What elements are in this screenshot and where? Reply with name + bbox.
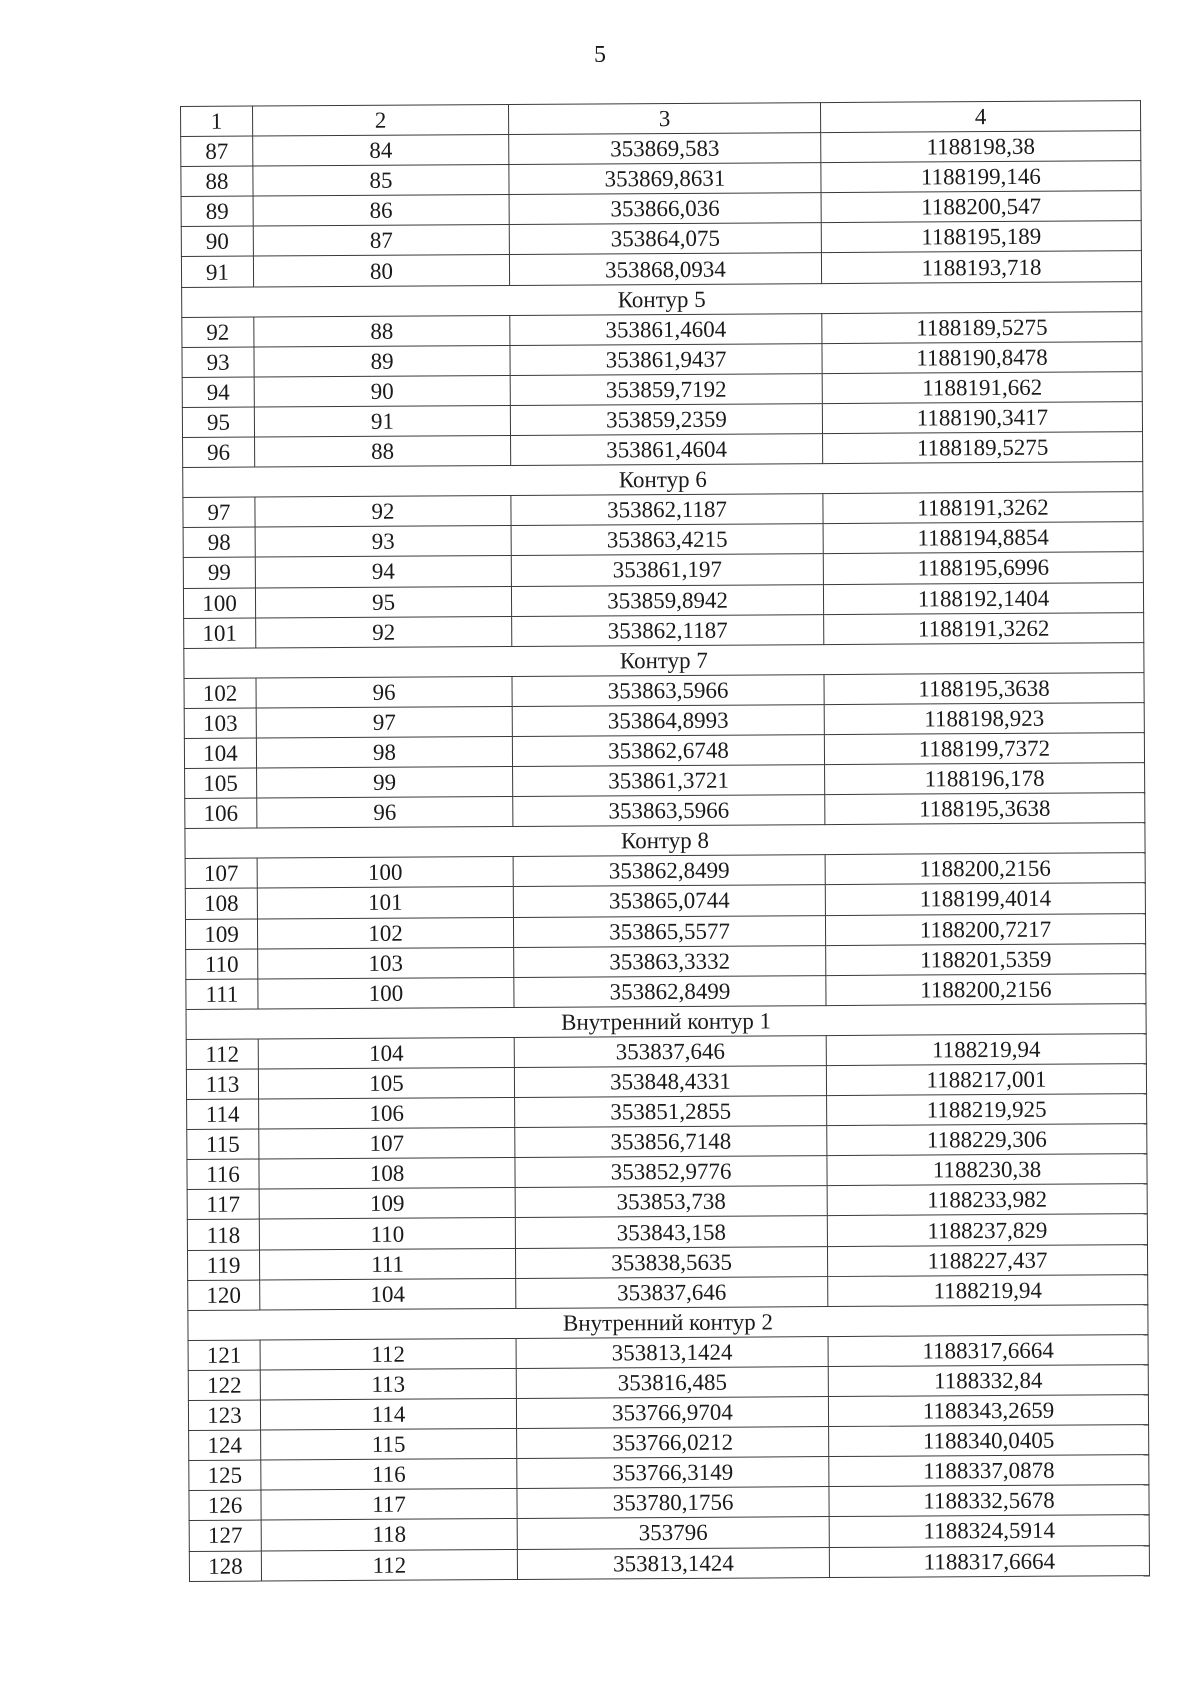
table-row	[189, 1545, 1149, 1581]
point-number-cell: 87	[181, 136, 253, 167]
section-title: Контур 6	[183, 462, 1143, 498]
x-coordinate-cell: 353837,646	[516, 1276, 828, 1308]
page-number: 5	[594, 42, 606, 68]
section-title: Внутренний контур 2	[188, 1304, 1148, 1340]
vertex-number-cell: 104	[258, 1037, 514, 1069]
vertex-number-cell: 94	[255, 556, 511, 588]
point-number-cell: 113	[186, 1069, 258, 1100]
point-number-cell: 97	[183, 497, 255, 528]
x-coordinate-cell: 353780,1756	[517, 1487, 829, 1519]
point-number-cell: 108	[185, 888, 257, 919]
y-coordinate-cell: 1188317,6664	[829, 1545, 1149, 1577]
y-coordinate-cell: 1188198,923	[824, 702, 1144, 734]
y-coordinate-cell: 1188189,5275	[822, 311, 1142, 343]
x-coordinate-cell: 353863,3332	[514, 945, 826, 977]
x-coordinate-cell: 353862,8499	[514, 975, 826, 1007]
vertex-number-cell: 99	[257, 767, 513, 799]
y-coordinate-cell: 1188340,0405	[829, 1425, 1149, 1457]
x-coordinate-cell: 353869,8631	[509, 163, 821, 195]
point-number-cell: 124	[189, 1430, 261, 1461]
y-coordinate-cell: 1188195,6996	[823, 552, 1143, 584]
point-number-cell: 122	[188, 1370, 260, 1401]
vertex-number-cell: 96	[257, 797, 513, 829]
y-coordinate-cell: 1188343,2659	[828, 1395, 1148, 1427]
vertex-number-cell: 96	[256, 676, 512, 708]
x-coordinate-cell: 353796	[517, 1517, 829, 1549]
y-coordinate-cell: 1188190,3417	[822, 402, 1142, 434]
x-coordinate-cell: 353862,8499	[513, 855, 825, 887]
x-coordinate-cell: 353813,1424	[517, 1547, 829, 1579]
x-coordinate-cell: 353837,646	[514, 1035, 826, 1067]
y-coordinate-cell: 1188201,5359	[826, 943, 1146, 975]
vertex-number-cell: 88	[254, 315, 510, 347]
point-number-cell: 90	[181, 226, 253, 257]
y-coordinate-cell: 1188233,982	[827, 1184, 1147, 1216]
y-coordinate-cell: 1188217,001	[826, 1064, 1146, 1096]
vertex-number-cell: 80	[253, 255, 509, 287]
vertex-number-cell: 108	[259, 1158, 515, 1190]
y-coordinate-cell: 1188190,8478	[822, 341, 1142, 373]
x-coordinate-cell: 353766,0212	[517, 1427, 829, 1459]
point-number-cell: 117	[187, 1189, 259, 1220]
vertex-number-cell: 111	[259, 1248, 515, 1280]
x-coordinate-cell: 353865,0744	[513, 885, 825, 917]
header-cell-col2: 2	[253, 104, 509, 136]
point-number-cell: 121	[188, 1340, 260, 1371]
vertex-number-cell: 85	[253, 165, 509, 197]
x-coordinate-cell: 353863,4215	[511, 524, 823, 556]
point-number-cell: 116	[187, 1159, 259, 1190]
x-coordinate-cell: 353859,8942	[511, 584, 823, 616]
x-coordinate-cell: 353851,2855	[515, 1096, 827, 1128]
point-number-cell: 114	[187, 1099, 259, 1130]
vertex-number-cell: 90	[254, 375, 510, 407]
vertex-number-cell: 102	[257, 917, 513, 949]
header-cell-col4: 4	[820, 101, 1140, 133]
vertex-number-cell: 109	[259, 1188, 515, 1220]
x-coordinate-cell: 353816,485	[516, 1367, 828, 1399]
vertex-number-cell: 116	[261, 1459, 517, 1491]
vertex-number-cell: 97	[256, 706, 512, 738]
y-coordinate-cell: 1188191,3262	[824, 612, 1144, 644]
vertex-number-cell: 114	[260, 1399, 516, 1431]
y-coordinate-cell: 1188317,6664	[828, 1334, 1148, 1366]
x-coordinate-cell: 353852,9776	[515, 1156, 827, 1188]
vertex-number-cell: 103	[258, 947, 514, 979]
vertex-number-cell: 118	[261, 1519, 517, 1551]
y-coordinate-cell: 1188237,829	[827, 1214, 1147, 1246]
point-number-cell: 95	[182, 407, 254, 438]
y-coordinate-cell: 1188332,84	[828, 1365, 1148, 1397]
y-coordinate-cell: 1188192,1404	[823, 582, 1143, 614]
x-coordinate-cell: 353856,7148	[515, 1126, 827, 1158]
vertex-number-cell: 92	[256, 616, 512, 648]
x-coordinate-cell: 353862,1187	[511, 494, 823, 526]
vertex-number-cell: 89	[254, 345, 510, 377]
vertex-number-cell: 98	[256, 736, 512, 768]
vertex-number-cell: 100	[258, 977, 514, 1009]
y-coordinate-cell: 1188229,306	[827, 1124, 1147, 1156]
y-coordinate-cell: 1188200,547	[821, 191, 1141, 223]
y-coordinate-cell: 1188227,437	[827, 1244, 1147, 1276]
point-number-cell: 102	[184, 678, 256, 709]
point-number-cell: 112	[186, 1039, 258, 1070]
point-number-cell: 115	[187, 1129, 259, 1160]
point-number-cell: 128	[189, 1551, 261, 1582]
y-coordinate-cell: 1188219,925	[827, 1094, 1147, 1126]
y-coordinate-cell: 1188196,178	[825, 763, 1145, 795]
y-coordinate-cell: 1188195,3638	[825, 793, 1145, 825]
point-number-cell: 123	[188, 1400, 260, 1431]
header-cell-col1: 1	[181, 106, 253, 137]
x-coordinate-cell: 353853,738	[515, 1186, 827, 1218]
y-coordinate-cell: 1188324,5914	[829, 1515, 1149, 1547]
vertex-number-cell: 117	[261, 1489, 517, 1521]
y-coordinate-cell: 1188219,94	[828, 1274, 1148, 1306]
y-coordinate-cell: 1188189,5275	[823, 432, 1143, 464]
point-number-cell: 89	[181, 196, 253, 227]
y-coordinate-cell: 1188230,38	[827, 1154, 1147, 1186]
x-coordinate-cell: 353864,8993	[512, 704, 824, 736]
vertex-number-cell: 93	[255, 526, 511, 558]
section-title: Контур 7	[184, 642, 1144, 678]
y-coordinate-cell: 1188195,3638	[824, 672, 1144, 704]
point-number-cell: 127	[189, 1520, 261, 1551]
vertex-number-cell: 107	[259, 1128, 515, 1160]
vertex-number-cell: 113	[260, 1368, 516, 1400]
x-coordinate-cell: 353861,3721	[513, 765, 825, 797]
point-number-cell: 99	[183, 557, 255, 588]
point-number-cell: 100	[183, 588, 255, 619]
section-title: Контур 5	[182, 281, 1142, 317]
point-number-cell: 104	[184, 738, 256, 769]
x-coordinate-cell: 353863,5966	[513, 795, 825, 827]
y-coordinate-cell: 1188332,5678	[829, 1485, 1149, 1517]
x-coordinate-cell: 353843,158	[515, 1216, 827, 1248]
point-number-cell: 98	[183, 527, 255, 558]
point-number-cell: 125	[189, 1460, 261, 1491]
vertex-number-cell: 115	[261, 1429, 517, 1461]
point-number-cell: 96	[183, 437, 255, 468]
point-number-cell: 101	[184, 618, 256, 649]
x-coordinate-cell: 353859,2359	[510, 404, 822, 436]
section-title: Контур 8	[185, 823, 1145, 859]
x-coordinate-cell: 353862,6748	[512, 735, 824, 767]
x-coordinate-cell: 353866,036	[509, 193, 821, 225]
point-number-cell: 111	[186, 979, 258, 1010]
x-coordinate-cell: 353766,3149	[517, 1457, 829, 1489]
x-coordinate-cell: 353865,5577	[513, 915, 825, 947]
y-coordinate-cell: 1188200,7217	[825, 913, 1145, 945]
point-number-cell: 126	[189, 1490, 261, 1521]
vertex-number-cell: 91	[254, 405, 510, 437]
point-number-cell: 105	[185, 768, 257, 799]
vertex-number-cell: 86	[253, 195, 509, 227]
y-coordinate-cell: 1188200,2156	[825, 853, 1145, 885]
point-number-cell: 92	[182, 317, 254, 348]
x-coordinate-cell: 353864,075	[509, 223, 821, 255]
point-number-cell: 91	[181, 257, 253, 288]
y-coordinate-cell: 1188195,189	[821, 221, 1141, 253]
y-coordinate-cell: 1188199,7372	[824, 733, 1144, 765]
section-title: Внутренний контур 1	[186, 1003, 1146, 1039]
x-coordinate-cell: 353869,583	[509, 133, 821, 165]
x-coordinate-cell: 353862,1187	[512, 614, 824, 646]
vertex-number-cell: 95	[255, 586, 511, 618]
x-coordinate-cell: 353861,197	[511, 554, 823, 586]
x-coordinate-cell: 353859,7192	[510, 373, 822, 405]
x-coordinate-cell: 353838,5635	[515, 1246, 827, 1278]
point-number-cell: 93	[182, 347, 254, 378]
x-coordinate-cell: 353813,1424	[516, 1336, 828, 1368]
vertex-number-cell: 100	[257, 857, 513, 889]
vertex-number-cell: 112	[261, 1549, 517, 1581]
x-coordinate-cell: 353861,9437	[510, 343, 822, 375]
coordinates-table-body	[181, 101, 1150, 1581]
x-coordinate-cell: 353861,4604	[511, 434, 823, 466]
vertex-number-cell: 110	[259, 1218, 515, 1250]
point-number-cell: 103	[184, 708, 256, 739]
vertex-number-cell: 106	[259, 1098, 515, 1130]
coordinates-table	[180, 100, 1150, 1581]
y-coordinate-cell: 1188337,0878	[829, 1455, 1149, 1487]
x-coordinate-cell: 353848,4331	[514, 1066, 826, 1098]
point-number-cell: 106	[185, 798, 257, 829]
point-number-cell: 107	[185, 858, 257, 889]
x-coordinate-cell: 353766,9704	[516, 1397, 828, 1429]
vertex-number-cell: 104	[260, 1278, 516, 1310]
y-coordinate-cell: 1188200,2156	[826, 973, 1146, 1005]
vertex-number-cell: 112	[260, 1338, 516, 1370]
vertex-number-cell: 84	[253, 135, 509, 167]
y-coordinate-cell: 1188199,4014	[825, 883, 1145, 915]
point-number-cell: 88	[181, 166, 253, 197]
y-coordinate-cell: 1188198,38	[821, 131, 1141, 163]
vertex-number-cell: 92	[255, 496, 511, 528]
y-coordinate-cell: 1188191,3262	[823, 492, 1143, 524]
point-number-cell: 94	[182, 377, 254, 408]
x-coordinate-cell: 353868,0934	[509, 253, 821, 285]
y-coordinate-cell: 1188199,146	[821, 161, 1141, 193]
point-number-cell: 119	[187, 1250, 259, 1281]
y-coordinate-cell: 1188194,8854	[823, 522, 1143, 554]
header-cell-col3: 3	[508, 103, 820, 135]
vertex-number-cell: 101	[257, 887, 513, 919]
vertex-number-cell: 105	[258, 1067, 514, 1099]
point-number-cell: 110	[186, 949, 258, 980]
x-coordinate-cell: 353861,4604	[510, 313, 822, 345]
vertex-number-cell: 87	[253, 225, 509, 257]
vertex-number-cell: 88	[255, 436, 511, 468]
point-number-cell: 118	[187, 1220, 259, 1251]
y-coordinate-cell: 1188191,662	[822, 371, 1142, 403]
point-number-cell: 120	[188, 1280, 260, 1311]
y-coordinate-cell: 1188219,94	[826, 1034, 1146, 1066]
point-number-cell: 109	[185, 919, 257, 950]
y-coordinate-cell: 1188193,718	[821, 251, 1141, 283]
x-coordinate-cell: 353863,5966	[512, 674, 824, 706]
